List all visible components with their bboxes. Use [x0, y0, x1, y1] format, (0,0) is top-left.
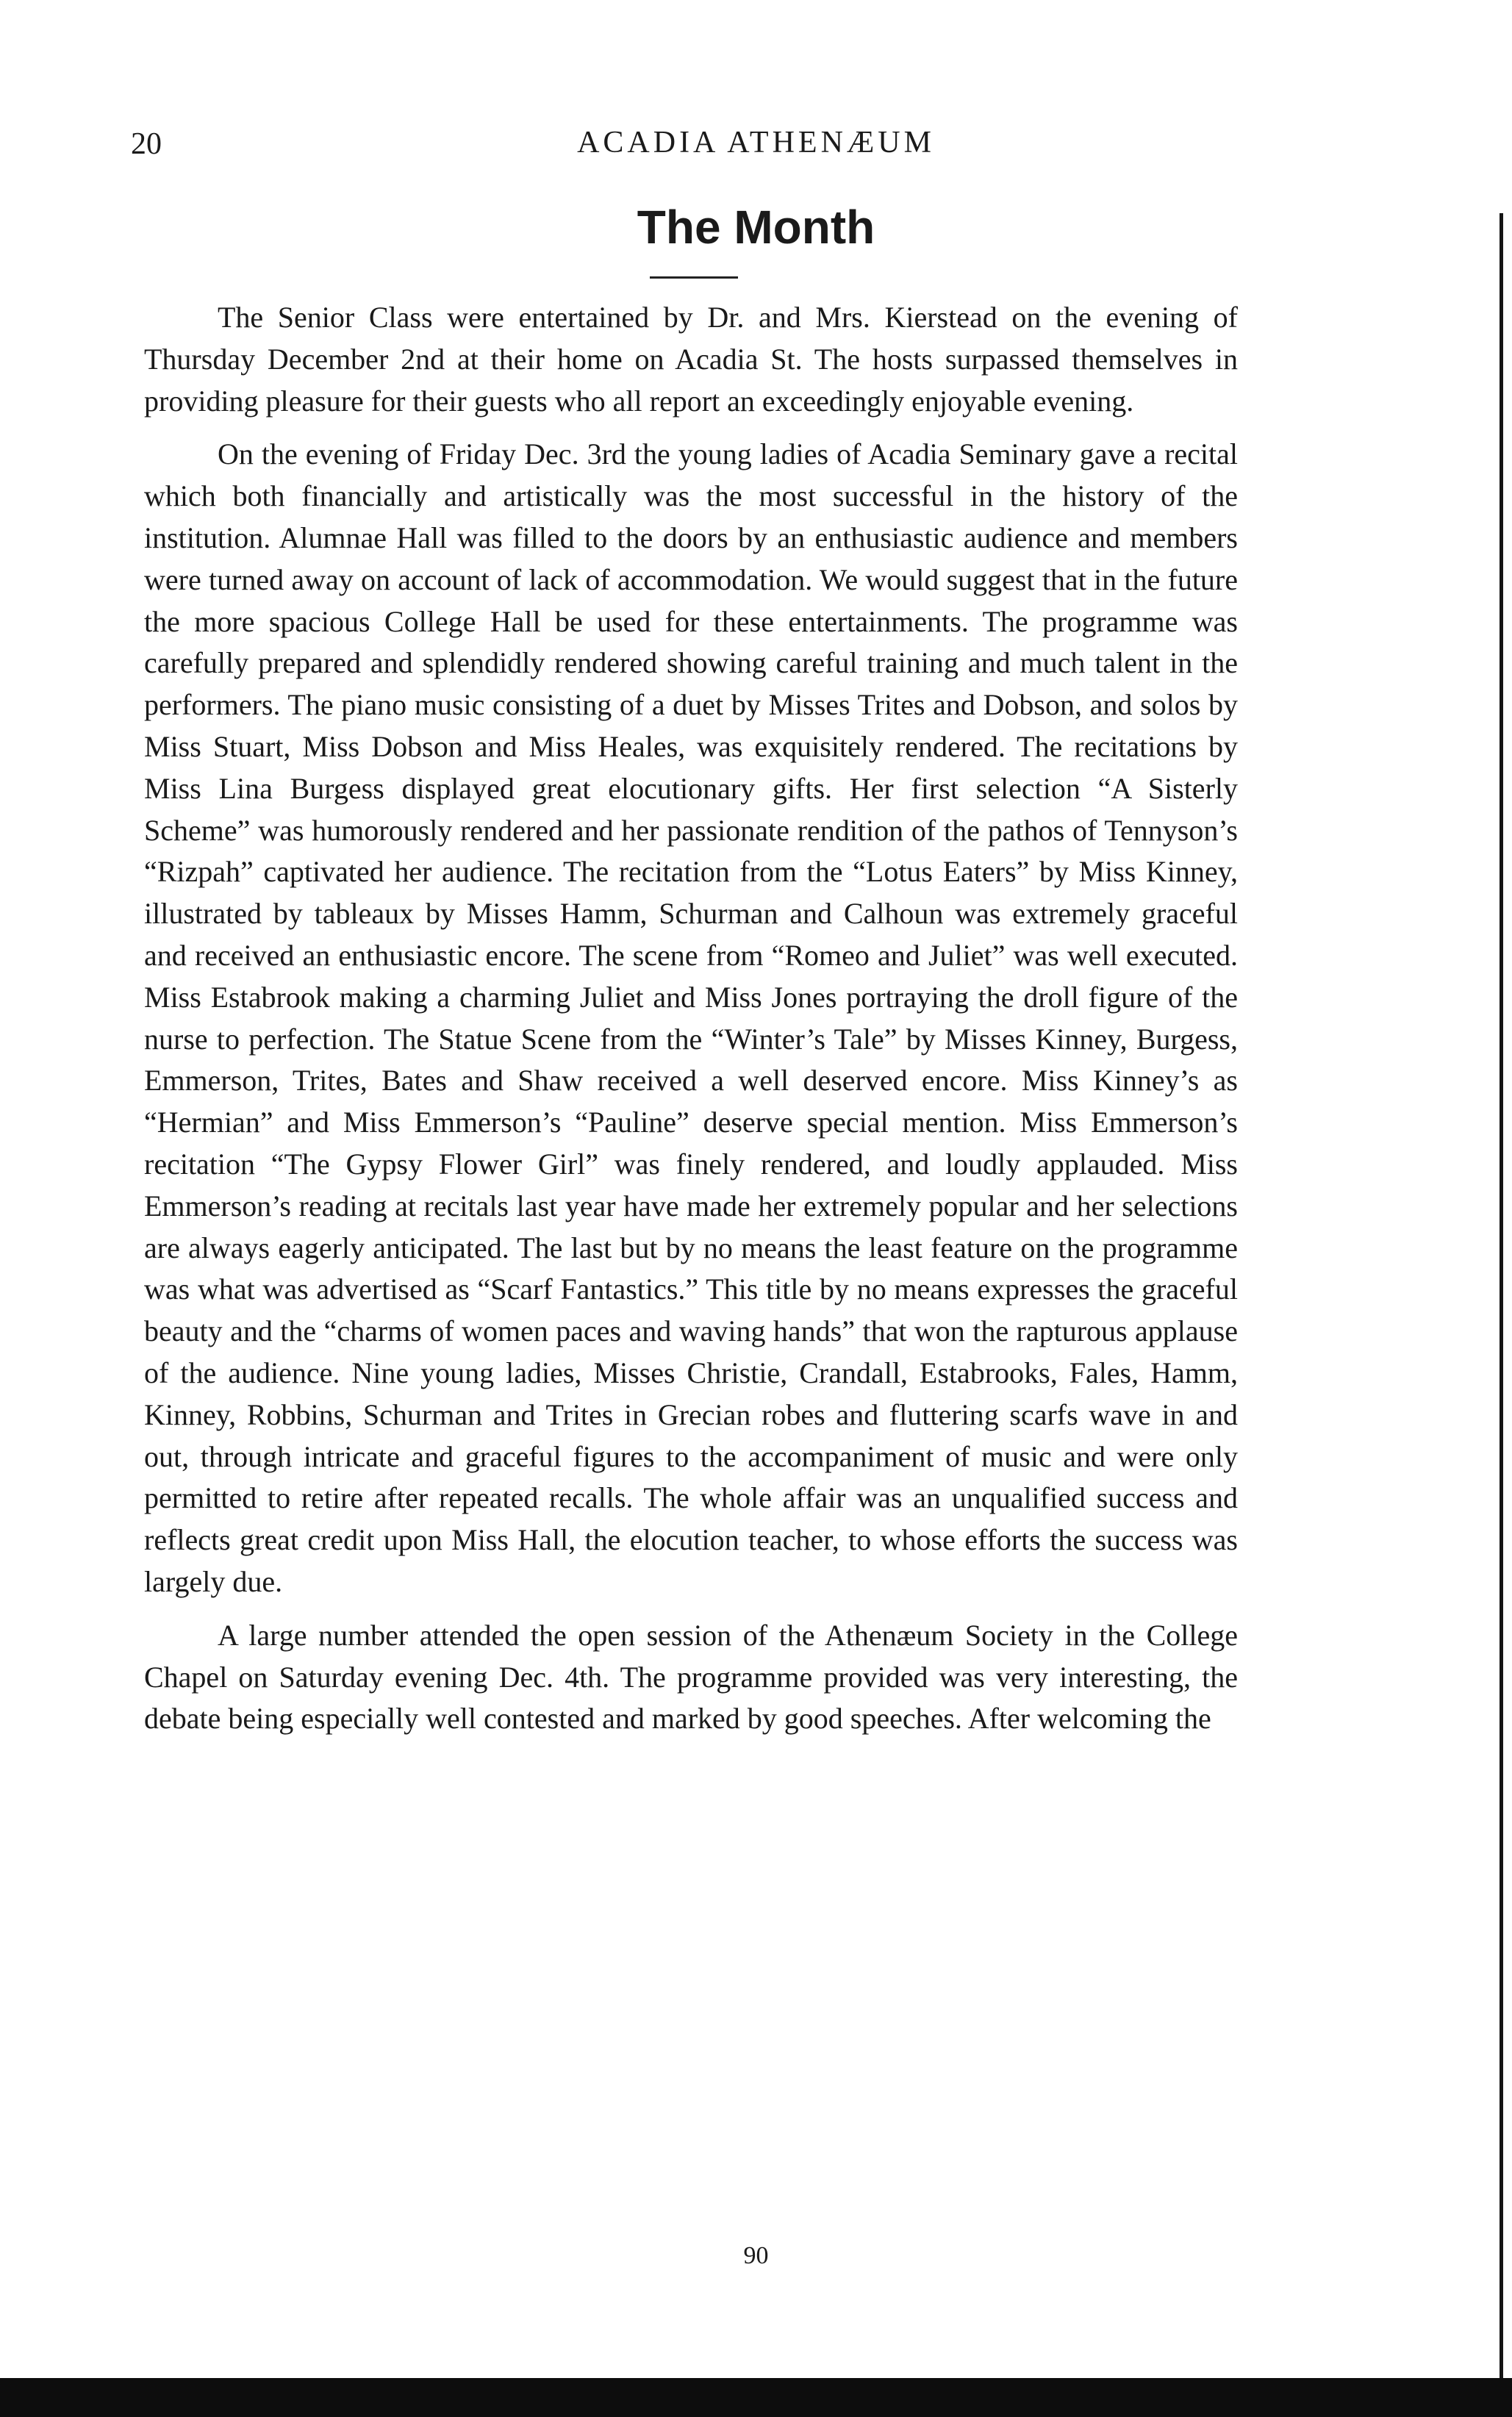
running-head: ACADIA ATHENÆUM	[577, 126, 935, 160]
scan-bottom-bar	[0, 2378, 1512, 2417]
folio: 90	[743, 2242, 769, 2269]
article-body	[144, 297, 1238, 1752]
page-number: 20	[131, 127, 162, 161]
title-rule	[650, 276, 738, 279]
scan-edge-line	[1500, 213, 1503, 2378]
paragraph-3: A large number attended the open session of the Athenæum Society in the College Chapel on Saturday evening Dec. 4th. The programme provided was very interesting, the debate being especially well contested and marked by good speeches. After welcoming the	[144, 1618, 1238, 1736]
article-title: The Month	[637, 201, 875, 254]
paragraph-1: The Senior Class were entertained by Dr. and Mrs. Kierstead on the evening of Thursday December 2nd at their home on Acadia St. The hosts surpassed themselves in providing pleasure for their guests who all report an exceedingly enjoyable evening.	[144, 301, 1238, 418]
paragraph-2: On the evening of Friday Dec. 3rd the young ladies of Acadia Seminary gave a recital which both financially and artistically was the most successful in the history of the institution. Alumnae Hall was filled to the doors by an enthusiastic audience and members were turned away on account of lack of accommodation. We would suggest that in the future the more spacious College Hall be used for these entertainments. The programme was carefully prepared and splendidly rendered showing careful training and much talent in the performers. The piano music consisting of a duet by Misses Trites and Dobson, and solos by Miss Stuart, Miss Dobson and Miss Heales, was exquisitely rendered. The recitations by Miss Lina Burgess displayed great elocutionary gifts. Her first selection “A Sisterly Scheme” was humorously rendered and her passionate rendition of the pathos of Tennyson’s “Rizpah” captivated her audience. The recitation from the “Lotus Eaters” by Miss Kinney, illustrated by tableaux by Misses Hamm, Schurman and Calhoun was extremely graceful and received an enthusiastic encore. The scene from “Romeo and Juliet” was well executed. Miss Estabrook making a charming Juliet and Miss Jones portraying the droll figure of the nurse to perfection. The Statue Scene from the “Winter’s Tale” by Misses Kinney, Burgess, Emmerson, Trites, Bates and Shaw received a well deserved encore. Miss Kinney’s as “Hermian” and Miss Emmerson’s “Pauline” deserve special mention. Miss Emmerson’s recitation “The Gypsy Flower Girl” was finely rendered, and loudly applauded. Miss Emmerson’s reading at recitals last year have made her extremely popular and her selections are always eagerly anticipated. The last but by no means the least feature on the programme was what was advertised as “Scarf Fantastics.” This title by no means expresses the graceful beauty and the “charms of women paces and waving hands” that won the rapturous applause of the audience. Nine young ladies, Misses Christie, Crandall, Estabrooks, Fales, Hamm, Kinney, Robbins, Schurman and Trites in Grecian robes and fluttering scarfs wave in and out, through intricate and graceful figures to the accompaniment of music and were only permitted to retire after repeated recalls. The whole affair was an unqualified success and reflects great credit upon Miss Hall, the elocution teacher, to whose efforts the success was largely due.	[144, 437, 1238, 1598]
